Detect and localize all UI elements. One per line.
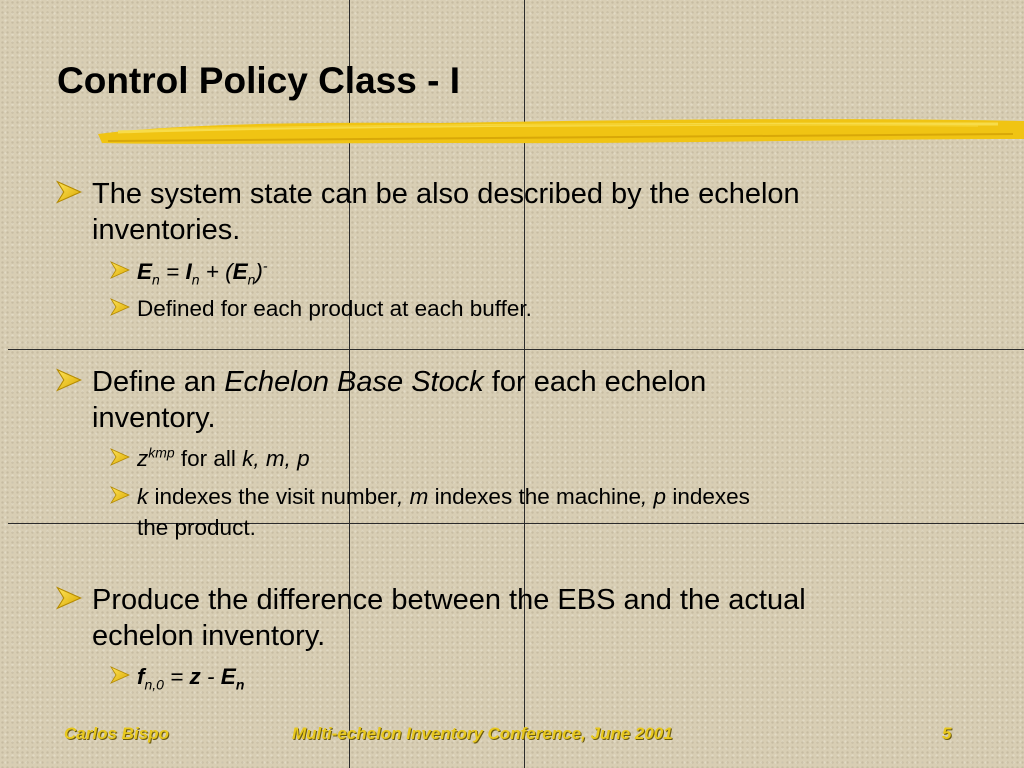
bullet-arrow-icon — [110, 666, 130, 684]
bullet-arrow-icon — [56, 586, 82, 610]
bullet-arrow-icon — [110, 298, 130, 316]
bullet-text-line: The system state can be also described by the echelon — [92, 178, 800, 210]
footer-author: Carlos Bispo — [64, 724, 169, 743]
footer-conference: Multi-echelon Inventory Conference, June 2001 — [292, 724, 673, 743]
difference-formula: $f_{n,0} = z - E_n$ — [137, 664, 245, 693]
bullet-arrow-icon — [56, 368, 82, 392]
bullet-arrow-icon — [110, 486, 130, 504]
grid-line-horizontal-1 — [8, 349, 1024, 350]
bullet-arrow-icon — [56, 180, 82, 204]
title-underline-brush — [98, 112, 1024, 152]
slide-title: Control Policy Class - I — [57, 60, 460, 101]
bullet-text-line: inventories. — [92, 214, 241, 246]
bullet-arrow-icon — [110, 448, 130, 466]
bullet-arrow-icon — [110, 261, 130, 279]
echelon-formula: $E_n = I_n + (E_n)^-$ — [137, 257, 268, 288]
footer-page-number: 5 — [942, 724, 952, 743]
